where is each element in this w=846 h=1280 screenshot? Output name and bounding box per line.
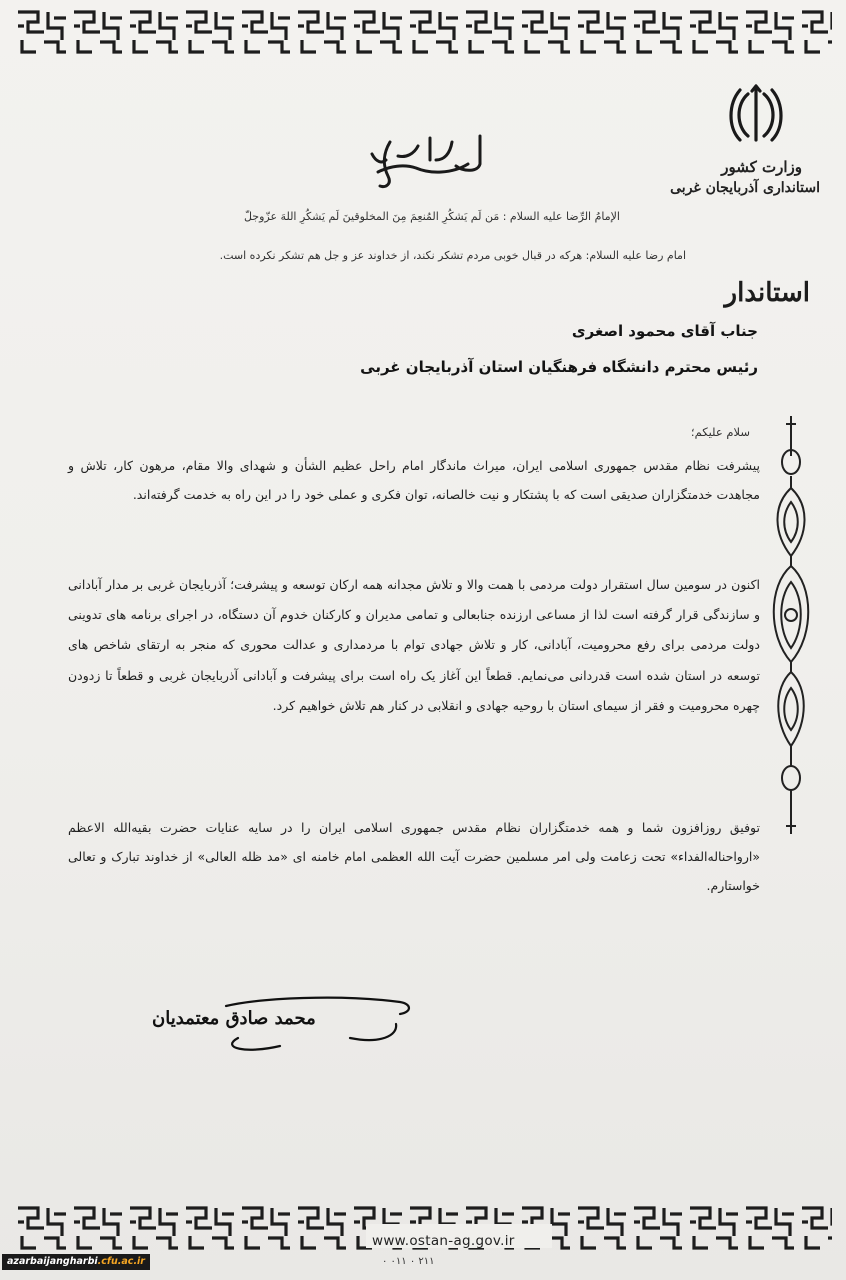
recipient-title: رئیس محترم دانشگاه فرهنگیان استان آذربایجان غربی [360,358,758,376]
site-watermark [2,1254,150,1270]
ministry-name: وزارت کشور [721,158,802,176]
hadith-persian: امام رضا علیه السلام: هرکه در قبال خوبی مردم تشکر نکند، از خداوند عز و جل هم تشکر نکرده است. [219,249,686,262]
iran-emblem-icon [726,82,786,148]
recipient-name: جناب آقای محمود اصغری [571,322,758,340]
footer-phone-digits: ۰ ۰۱۱ ۰ ۲۱۱ [382,1256,435,1267]
website-address: www.ostan-ag.gov.ir [372,1233,515,1249]
watermark-domain: azarbaijangharbi [7,1256,98,1267]
salutation: سلام علیکم؛ [690,425,750,439]
governorate-name: استانداری آذربایجان غربی [670,180,820,196]
office-title: استاندار [724,278,810,308]
letter-paragraph-3: توفیق روزافزون شما و همه خدمتگزاران نظام مقدس جمهوری اسلامی ایران را در سایه عنایات حضرت بقیه‌الله الاعظم «ارواحنا‌له‌الفداء» تحت زعامت ولی امر مسلمین حضرت آیت الله العظمی امام خامنه ای «مد ظله العالی» از خداوند تبارک و تعالی خواستارم. [68,820,760,893]
letterhead [670,158,820,196]
signatory-name: محمد صادق معتمدیان [152,1008,316,1029]
letter-paragraph-2: اکنون در سومین سال استقرار دولت مردمی با همت والا و تلاش مجدانه همه ارکان توسعه و پیشرفت؛ آذربایجان غربی بر مدار آبادانی و سازندگی قرار گرفته است لذا از مساعی ارزنده جنابعالی و تمامی مدیران و کارکنان خدوم آن دستگاه، در اجرای برنامه های تدوینی دولت مردمی برای رفع محرومیت، آبادانی، کار و تلاش جهادی توام با مردمداری و عدالت محوری که منجر به ارتقای شاخص های توسعه در استان شده است قدردانی می‌نمایم. قطعاً این آغاز یک راه است برای پیشرفت و آبادانی آذربایجان غربی و قطعاً تا زدودن چهره محرومیت و فقر از سیمای استان با روحیه جهادی و انقلابی در کنار هم تلاش خواهیم کرد. [68,577,760,713]
basmala-calligraphy [360,124,490,194]
watermark-suffix: .cfu.ac.ir [97,1256,145,1267]
side-ornament-icon [766,416,816,834]
letter-paragraph-1: پیشرفت نظام مقدس جمهوری اسلامی ایران، میراث ماندگار امام راحل عظیم الشأن و شهدای والا مقام، مرهون کار، تلاش و مجاهدت خدمتگزاران صدیقی است که با پشتکار و نیت خالصانه، توان فکری و عملی خود را در این راه به خدمت گرفته‌اند. [68,458,760,502]
hadith-arabic: الإمامُ الرِّضا علیه السلام : مَن لَم یَشکُرِ المُنعِمَ مِنَ المخلوقینَ لَم یَشکُرِ اللهَ عزّوجلّ [243,210,620,223]
top-decorative-border [14,6,832,58]
